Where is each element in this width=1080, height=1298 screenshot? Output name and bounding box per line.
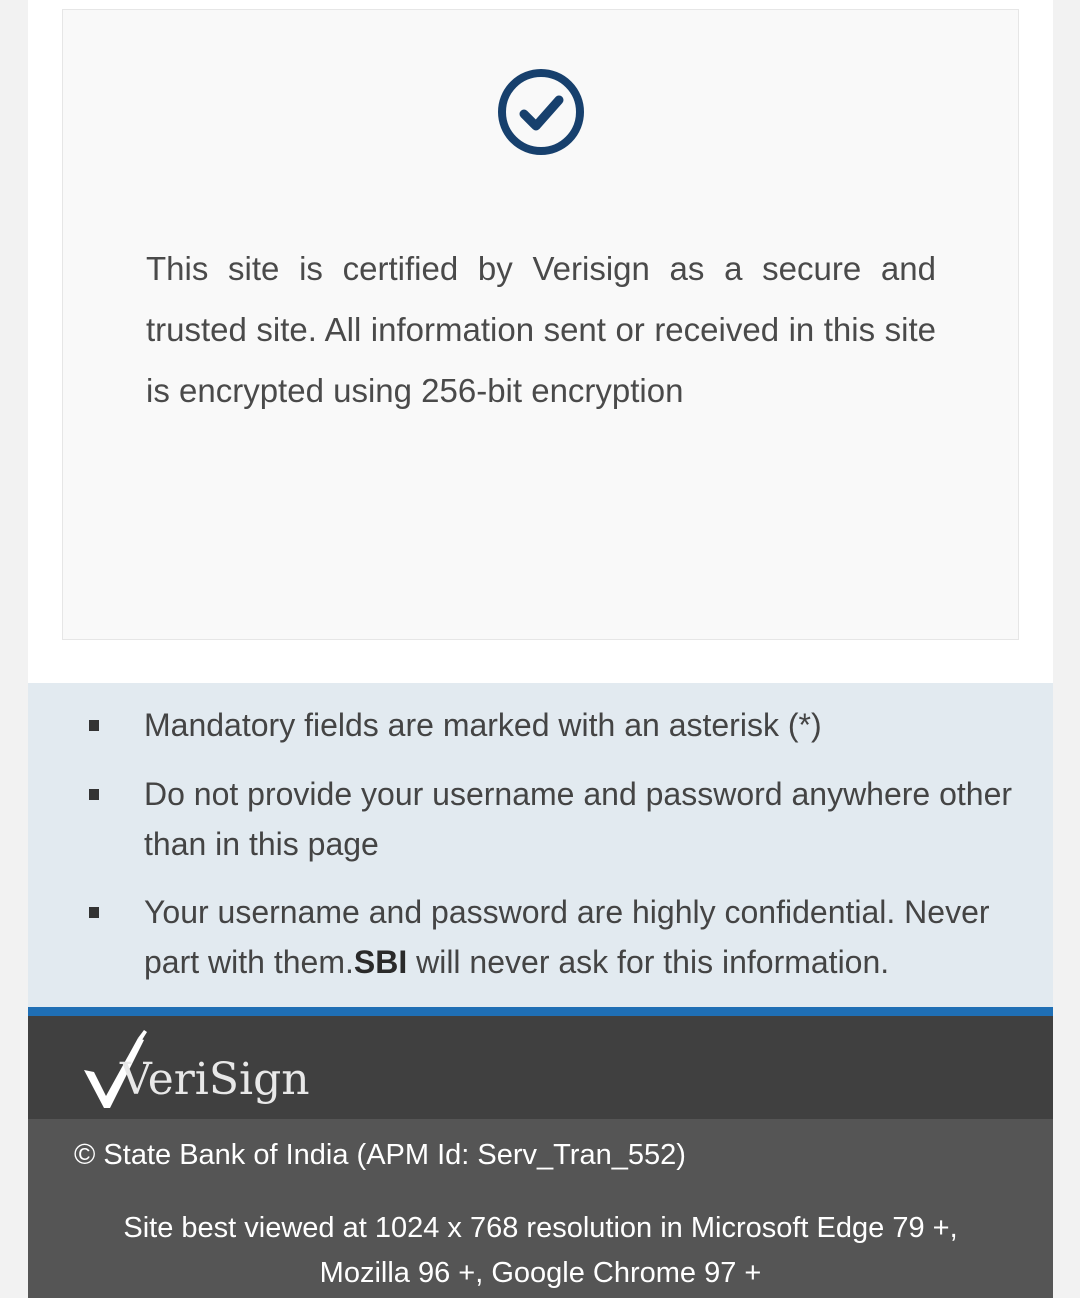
- note-item-confidential: [144, 887, 1024, 987]
- note-text: Do not provide your username and password anywhere other than in this page: [144, 776, 1013, 862]
- note-text-prefix: Your username and password are highly confidential. Never part with them.: [144, 894, 990, 980]
- copyright-text: © State Bank of India (APM Id: Serv_Tran_552): [74, 1139, 686, 1171]
- security-certificate-box: [62, 9, 1019, 640]
- square-bullet-icon: [89, 789, 99, 800]
- verisign-wordmark: VeriSign: [120, 1054, 310, 1105]
- note-text-suffix: will never ask for this information.: [407, 944, 890, 980]
- square-bullet-icon: [89, 720, 99, 731]
- square-bullet-icon: [89, 907, 99, 918]
- note-item-credentials-warning: [144, 769, 1024, 869]
- sbi-brand-text: SBI: [353, 944, 408, 980]
- note-text: Mandatory fields are marked with an asterisk (*): [144, 707, 822, 743]
- logo-band: [28, 1016, 1053, 1119]
- footer: [28, 1119, 1053, 1298]
- check-circle-icon: [497, 68, 585, 156]
- security-notes: [28, 683, 1053, 1007]
- browser-note-line1: Site best viewed at 1024 x 768 resolution in Microsoft Edge 79 +,: [123, 1212, 958, 1244]
- accent-divider: [28, 1007, 1053, 1016]
- certificate-message: This site is certified by Verisign as a secure and trusted site. All information sent or received in this site is encrypted using 256-bit encryption: [146, 250, 936, 409]
- page-container: [28, 0, 1053, 1298]
- browser-compatibility-note: [68, 1206, 1013, 1296]
- verisign-logo: [80, 1026, 310, 1116]
- note-item-mandatory-fields: [144, 700, 1024, 750]
- browser-note-line2: Mozilla 96 +, Google Chrome 97 +: [319, 1257, 762, 1289]
